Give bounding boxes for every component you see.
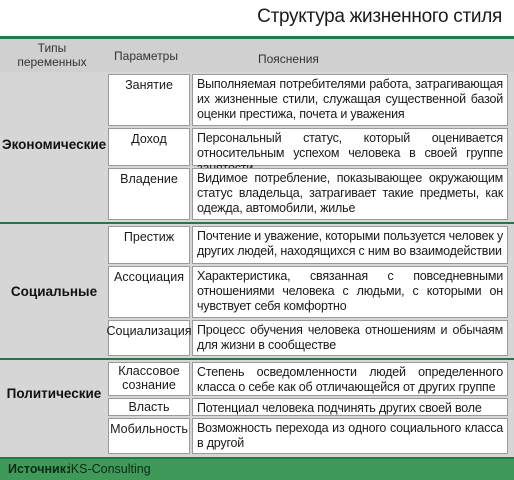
group-separator — [0, 222, 514, 224]
param-label: Занятие — [125, 78, 173, 92]
explanation-cell — [192, 320, 508, 356]
source-value: iKS-Consulting — [68, 462, 151, 476]
explanation-text: Видимое потребление, показывающее окружающим статус владельца, затрагивает такие предметы, как одежда, автомобили, жилье — [197, 171, 503, 215]
source-label: Источник: — [8, 462, 71, 476]
explanation-cell — [192, 128, 508, 166]
param-cell — [108, 226, 190, 264]
explanation-cell — [192, 168, 508, 220]
explanation-text: Процесс обучения человека отношениям и обычаям для жизни в сообществе — [197, 323, 503, 352]
param-label: Престиж — [123, 230, 175, 244]
group-label-political: Политические — [6, 386, 102, 401]
explanation-cell — [192, 398, 508, 416]
explanation-text: Почтение и уважение, которыми пользуется человек у других людей, находящихся с ним во взаимодействии — [197, 229, 503, 258]
column-header-row — [0, 39, 514, 72]
column-header-explanations: Пояснения — [258, 52, 319, 66]
param-cell — [108, 362, 190, 396]
param-cell — [108, 398, 190, 416]
explanation-text: Возможность перехода из одного социального класса в другой — [197, 421, 503, 450]
param-cell — [108, 168, 190, 220]
explanation-text: Характеристика, связанная с повседневными отношениями человека с людьми, с которыми он чувствует себя комфортно — [197, 269, 503, 313]
param-label: Власть — [128, 400, 170, 414]
param-label: Классовое сознание — [118, 364, 180, 392]
explanation-cell — [192, 266, 508, 318]
group-label-social: Социальные — [10, 284, 98, 299]
explanation-text: Персональный статус, который оценивается относительным успехом человека в своей группе — [197, 131, 503, 160]
group-label-economic: Экономические — [2, 137, 107, 152]
source-footer — [0, 457, 514, 480]
explanation-cell — [192, 226, 508, 264]
table-title: Структура жизненного стиля — [257, 6, 502, 27]
column-header-types: Типы переменных — [17, 41, 87, 69]
explanation-text: Степень осведомленности людей определенного класса о себе как об отличающейся от других группе — [197, 365, 503, 394]
param-label: Владение — [120, 172, 178, 186]
title-bar — [0, 0, 514, 36]
param-cell — [108, 74, 190, 126]
explanation-cell — [192, 74, 508, 126]
explanation-text: Выполняемая потребителями работа, затрагивающая их жизненные стили, служащая существенной базой оценки престижа, почета и уважения — [197, 77, 503, 121]
explanation-text: Потенциал человека подчинять других своей воле — [197, 401, 482, 415]
param-cell — [108, 320, 190, 356]
explanation-cell — [192, 418, 508, 454]
param-label: Мобильность — [110, 422, 188, 436]
param-label: Доход — [131, 132, 167, 146]
param-label: Ассоциация — [114, 270, 184, 284]
explanation-cell — [192, 362, 508, 396]
column-header-params: Параметры — [114, 49, 178, 63]
param-cell — [108, 128, 190, 166]
group-separator — [0, 358, 514, 360]
param-cell — [108, 266, 190, 318]
param-cell — [108, 418, 190, 454]
param-label: Социализация — [106, 324, 192, 338]
